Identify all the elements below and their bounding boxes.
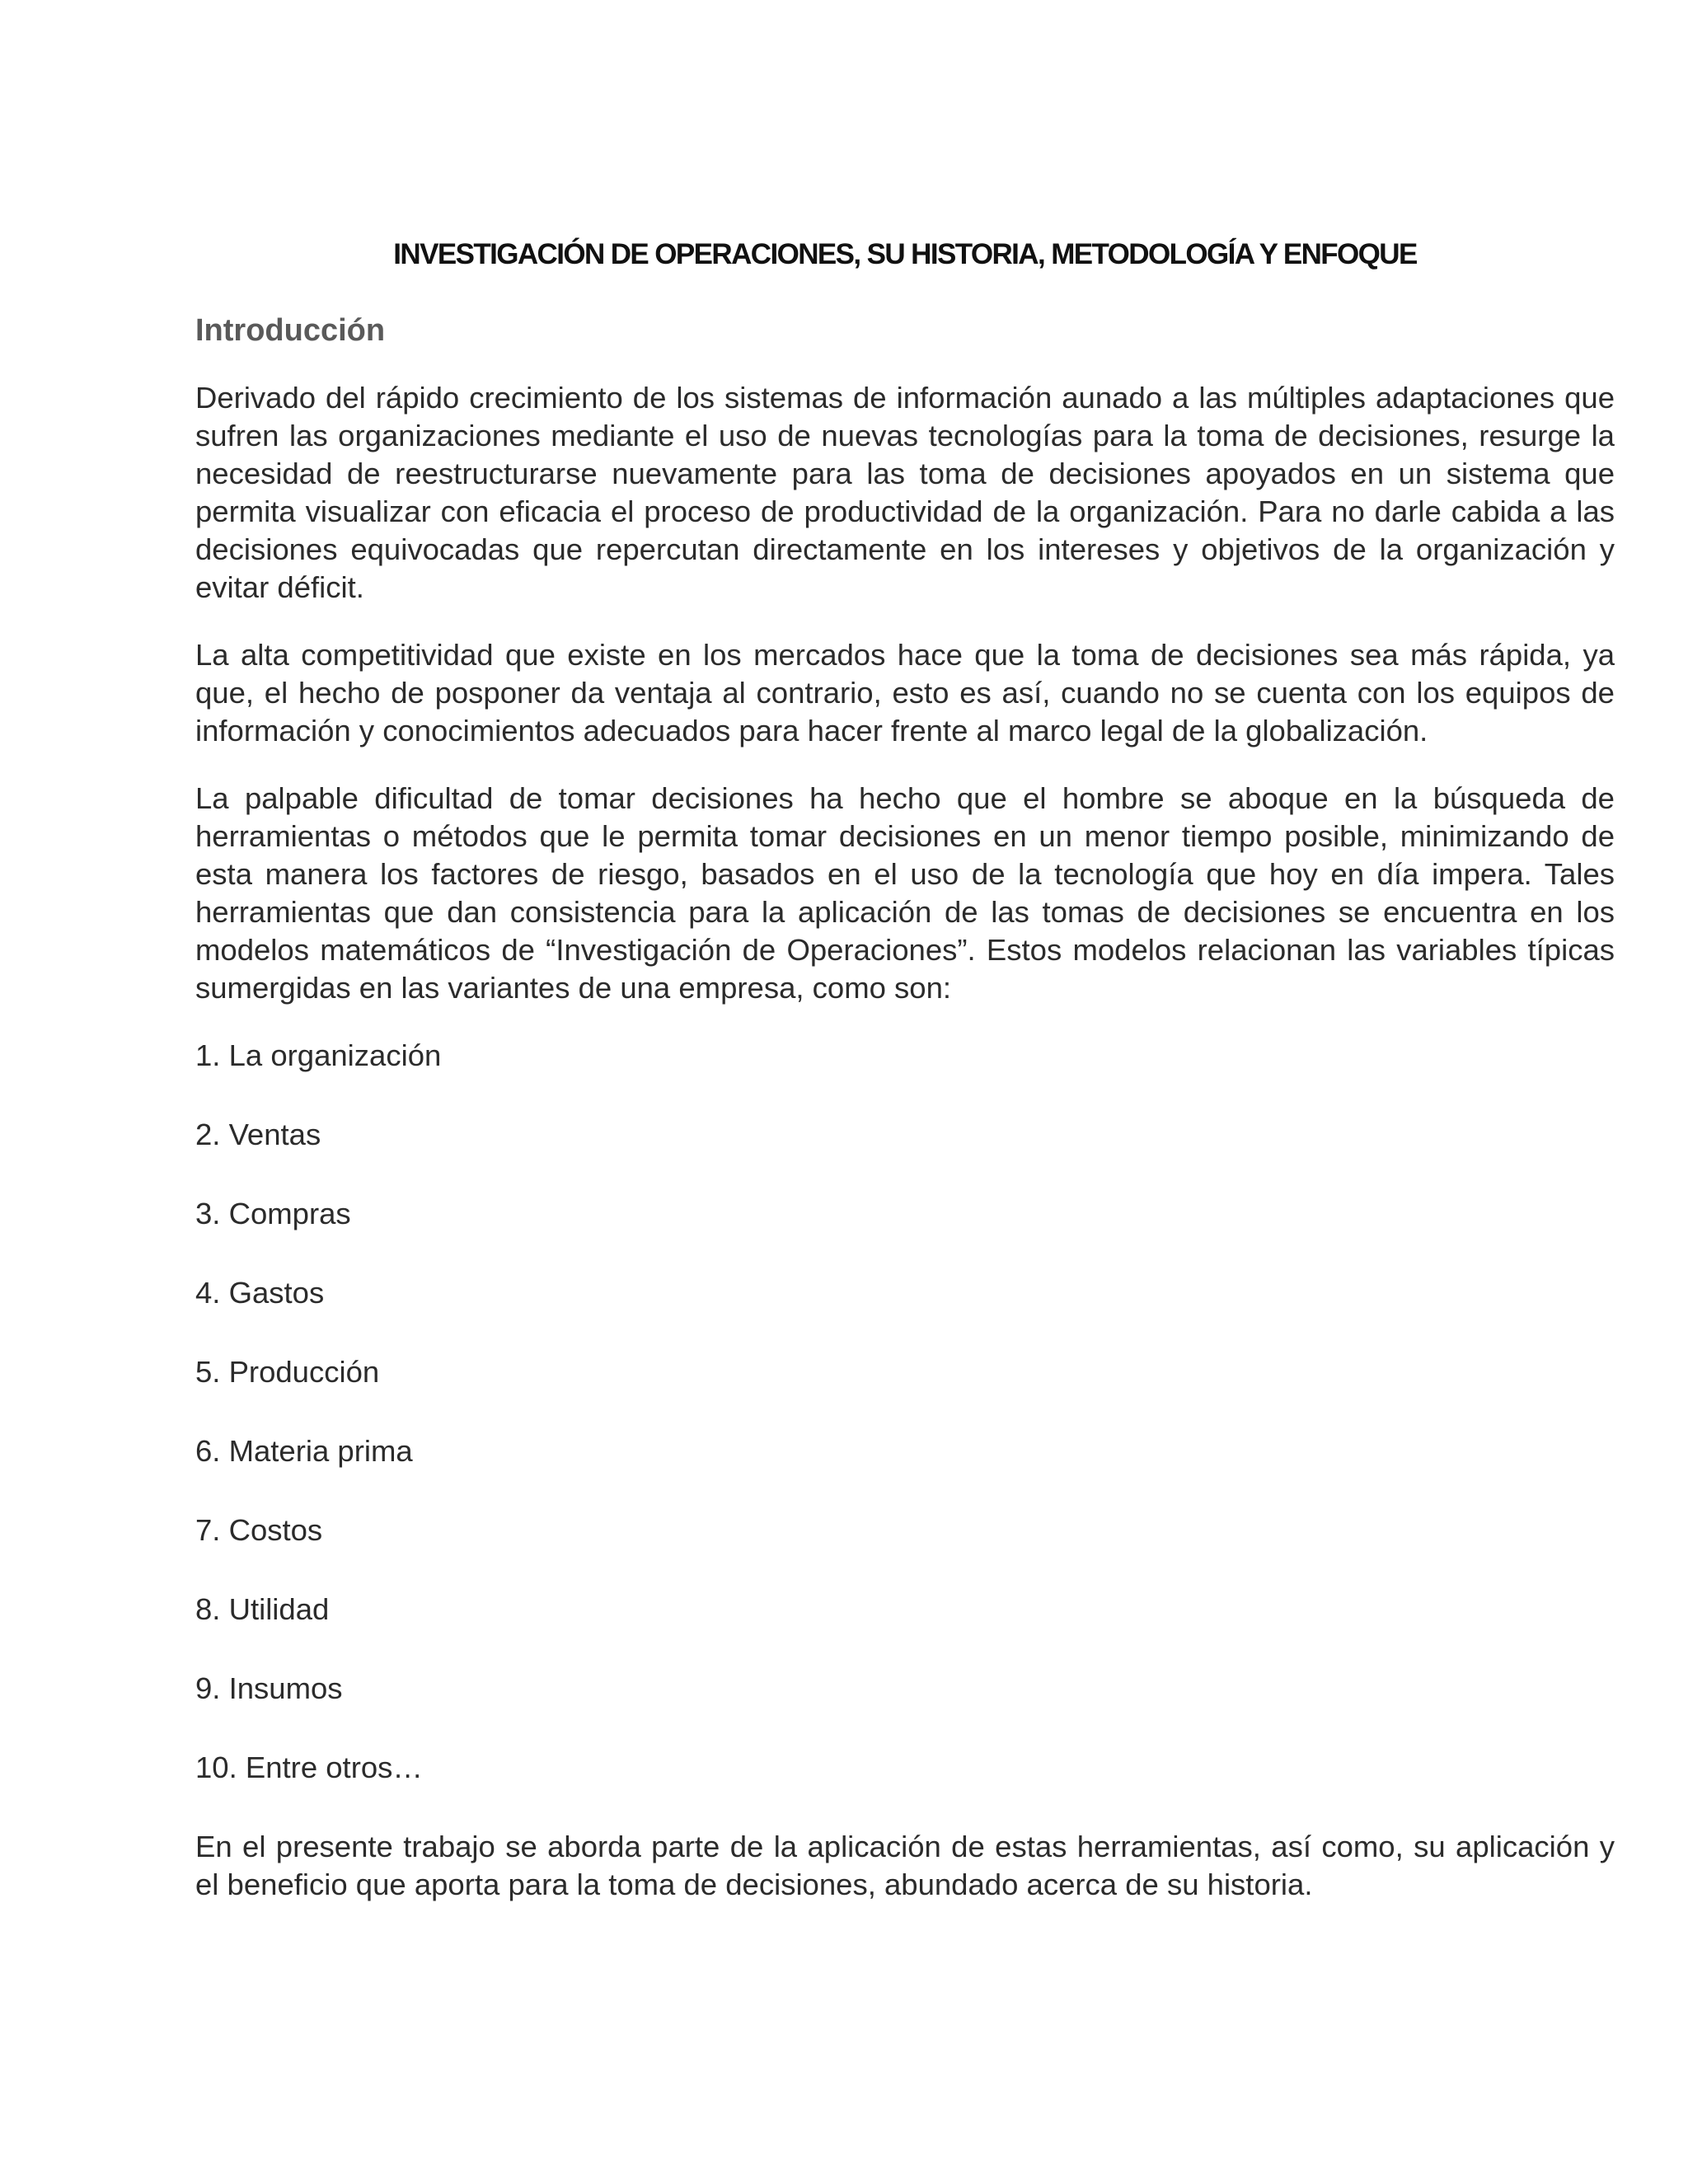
paragraph-3: La palpable dificultad de tomar decisiones ha hecho que el hombre se aboque en la búsqueda de herramientas o métodos que le permita tomar decisiones en un menor tiempo posible, minimizando de esta manera los factores de riesgo, basados en el uso de la tecnología que hoy en día impera. Tales herramientas que dan consistencia para la aplicación de las tomas de decisiones se encuentra en los modelos matemáticos de “Investigación de Operaciones”. Estos modelos relacionan las variables típicas sumergidas en las variantes de una empresa, como son: (195, 781, 1615, 1005)
list-item: 8. Utilidad (195, 1592, 330, 1626)
list-item: 6. Materia prima (195, 1434, 413, 1468)
list-item: 10. Entre otros… (195, 1750, 423, 1784)
list-item: 5. Producción (195, 1355, 380, 1389)
document-page (195, 231, 1615, 1904)
section-heading-introduccion: Introducción (195, 313, 386, 348)
document-title: INVESTIGACIÓN DE OPERACIONES, SU HISTORIA, METODOLOGÍA Y ENFOQUE (393, 238, 1417, 270)
list-item: 2. Ventas (195, 1118, 321, 1151)
list-item: 1. La organización (195, 1038, 442, 1072)
closing-paragraph: En el presente trabajo se aborda parte de la aplicación de estas herramientas, así como, su aplicación y el beneficio que aporta para la toma de decisiones, abundado acerca de su historia. (195, 1830, 1615, 1901)
paragraph-2: La alta competitividad que existe en los mercados hace que la toma de decisiones sea más rápida, ya que, el hecho de posponer da ventaja al contrario, esto es así, cuando no se cuenta con los equipos de información y conocimientos adecuados para hacer frente al marco legal de la globalización. (195, 638, 1615, 748)
list-item: 4. Gastos (195, 1276, 325, 1310)
paragraph-1: Derivado del rápido crecimiento de los sistemas de información aunado a las múltiples adaptaciones que sufren las organizaciones mediante el uso de nuevas tecnologías para la toma de decisiones, resurge la necesidad de reestructurarse nuevamente para las toma de decisiones apoyados en un sistema que permita visualizar con eficacia el proceso de productividad de la organización. Para no darle cabida a las decisiones equivocadas que repercutan directamente en los intereses y objetivos de la organización y evitar déficit. (195, 381, 1615, 604)
variables-list (195, 1037, 1615, 1787)
list-item: 7. Costos (195, 1513, 323, 1547)
list-item: 9. Insumos (195, 1671, 343, 1705)
list-item: 3. Compras (195, 1197, 351, 1230)
